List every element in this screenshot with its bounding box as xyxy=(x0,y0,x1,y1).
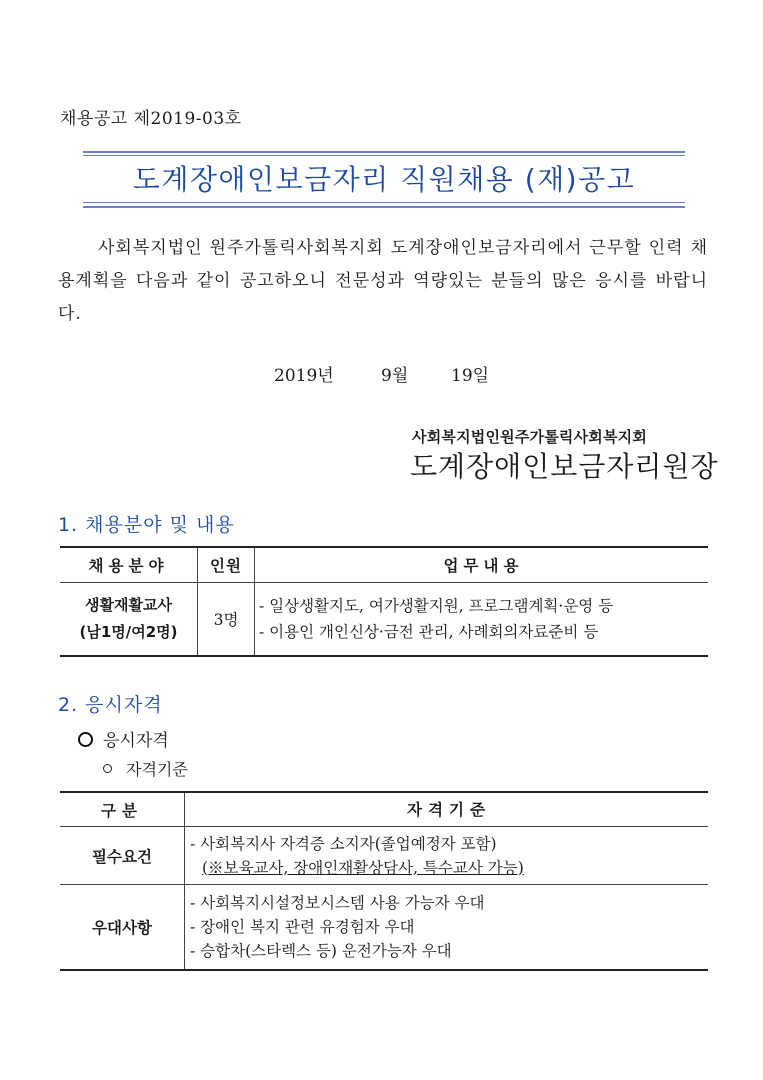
small-circle-bullet-icon xyxy=(103,764,112,773)
date-day: 19일 xyxy=(451,366,490,386)
criteria-item-note xyxy=(190,856,708,880)
job-title: 생활재활교사 xyxy=(85,596,172,614)
preferred-items xyxy=(185,885,709,971)
table-row xyxy=(60,885,708,971)
title-rule-bottom-thin xyxy=(83,202,685,203)
duty-item: - 일상생활지도, 여가생활지원, 프로그램계획·운영 등 xyxy=(259,597,614,615)
category-required: 필수요건 xyxy=(60,827,185,885)
title-rule-top-thin xyxy=(83,155,685,156)
job-count: 3명 xyxy=(198,583,255,657)
required-items xyxy=(185,827,709,885)
qualification-table xyxy=(60,791,708,971)
date-year: 2019년 xyxy=(274,366,334,386)
subsubheading-criteria xyxy=(103,757,188,780)
bold-circle-bullet-icon xyxy=(78,732,93,747)
intro-paragraph: 사회복지법인 원주가톨릭사회복지회 도계장애인보금자리에서 근무할 인력 채용계획을 다음과 같이 공고하오니 전문성과 역량있는 분들의 많은 응시를 바랍니다. xyxy=(58,238,708,324)
date-month: 9월 xyxy=(381,366,409,386)
duty-item: - 이용인 개인신상·금전 관리, 사례회의자료준비 등 xyxy=(259,623,599,641)
table-header-row xyxy=(60,792,708,827)
subheading-text: 응시자격 xyxy=(103,731,169,751)
criteria-note-text: (※보육교사, 장애인재활상담사, 특수교사 가능) xyxy=(202,858,524,877)
header-criteria: 자격기준 xyxy=(185,792,709,827)
section-heading-qualifications: 2. 응시자격 xyxy=(58,694,163,716)
subheading-qualifications xyxy=(78,726,169,751)
issuer-director: 도계장애인보금자리원장 xyxy=(410,450,719,483)
recruitment-table xyxy=(60,546,708,657)
notice-number: 채용공고 제2019-03호 xyxy=(60,109,242,129)
document-title: 도계장애인보금자리 직원채용 (재)공고 xyxy=(132,163,636,196)
title-rule-top xyxy=(83,151,685,153)
criteria-item: - 사회복지사 자격증 소지자(졸업예정자 포함) xyxy=(190,834,497,853)
table-row xyxy=(60,583,708,657)
criteria-item: - 장애인 복지 관련 유경험자 우대 xyxy=(190,918,415,936)
category-preferred: 우대사항 xyxy=(60,885,185,971)
subsubheading-text: 자격기준 xyxy=(126,760,188,779)
table-row xyxy=(60,827,708,885)
criteria-item: - 승합차(스타렉스 등) 운전가능자 우대 xyxy=(190,942,452,960)
table-header-row xyxy=(60,547,708,583)
job-duties-cell xyxy=(255,583,709,657)
criteria-item: - 사회복지시설정보시스템 사용 가능자 우대 xyxy=(190,894,485,912)
issuer-organization: 사회복지법인원주가톨릭사회복지회 xyxy=(412,428,648,446)
header-category: 구분 xyxy=(60,792,185,827)
job-field-cell xyxy=(60,583,198,657)
header-count: 인원 xyxy=(198,547,255,583)
section-heading-recruitment: 1. 채용분야 및 내용 xyxy=(58,514,235,536)
job-gender-split: (남1명/여2명) xyxy=(79,623,178,641)
header-duties: 업무내용 xyxy=(255,547,709,583)
header-field: 채용분야 xyxy=(60,547,198,583)
title-rule-bottom xyxy=(83,206,685,208)
